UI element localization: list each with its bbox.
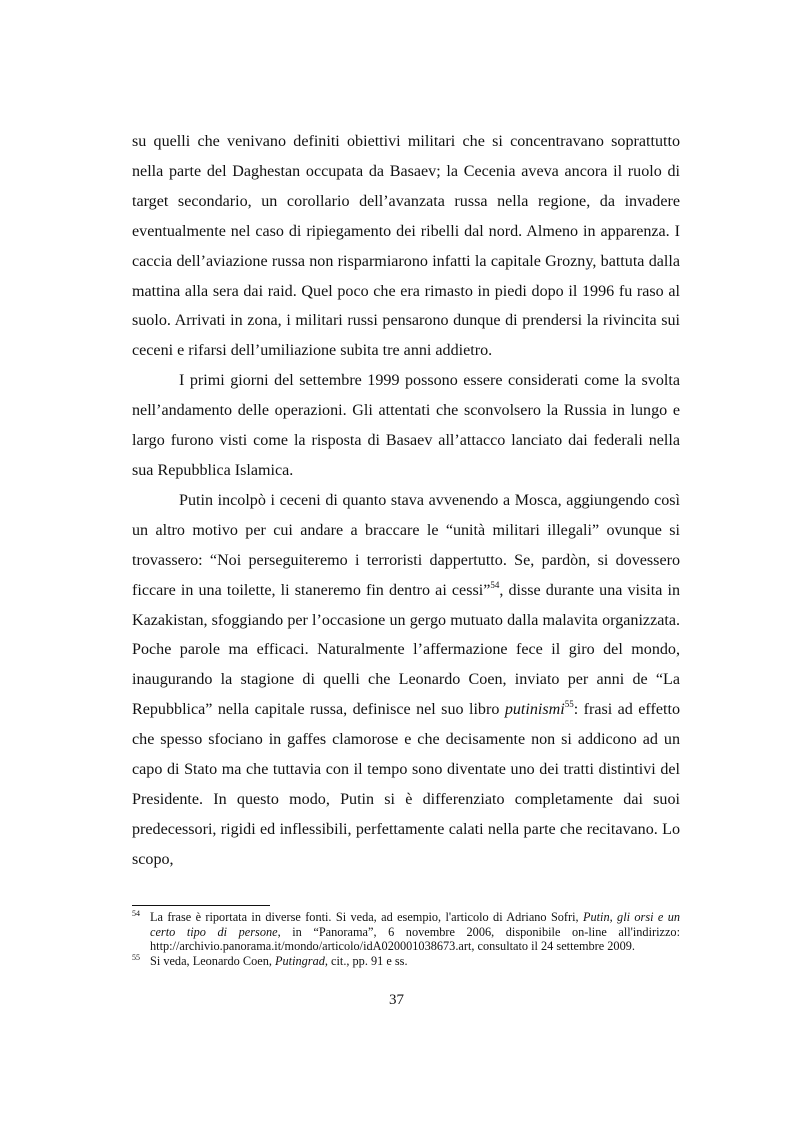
footnote-ref-55[interactable]: 55 <box>564 699 574 710</box>
paragraph-1: su quelli che venivano definiti obiettivi militari che si concentravano soprattutto nella parte del Daghestan occupata da Basaev; la Cecenia aveva ancora il ruolo di target secondario, un corollario dell’avanzata russa nella regione, da invadere eventualmente nel caso di ripiegamento dei ribelli dal nord. Almeno in apparenza. I caccia dell’aviazione russa non risparmiarono infatti la capitale Grozny, battuta dalla mattina alla sera dai raid. Quel poco che era rimasto in piedi dopo il 1996 fu raso al suolo. Arrivati in zona, i militari russi pensarono dunque di prendersi la rivincita sui ceceni e rifarsi dell’umiliazione subita tre anni addietro. <box>132 133 680 360</box>
footnote-text-rest: , in “Panorama”, 6 novembre 2006, disponibile on-line all'indirizzo: http://archivio.panorama.it/mondo/articolo/idA020001038673.art, consultato il 24 settembre 2009. <box>150 924 680 954</box>
paragraph-2: I primi giorni del settembre 1999 possono essere considerati come la svolta nell’andamento delle operazioni. Gli attentati che sconvolsero la Russia in lungo e largo furono visti come la risposta di Basaev all’attacco lanciato dai federali nella sua Repubblica Islamica. <box>132 372 680 479</box>
footnote-text-rest: , cit., pp. 91 e ss. <box>324 953 408 968</box>
footnote-separator <box>132 905 270 906</box>
footnote-italic-title: Putin, gli orsi e un certo tipo di persone <box>150 910 680 939</box>
page-number: 37 <box>389 992 404 1008</box>
body-text <box>132 127 680 875</box>
footnote-55 <box>132 954 680 969</box>
footnote-54 <box>132 910 680 954</box>
footnote-italic-title: Putingrad <box>275 953 325 968</box>
paragraph-3-part-b: , disse durante una visita in Kazakistan, sfoggiando per l’occasione un gergo mutuato dalla malavita organizzata. Poche parole ma efficaci. Naturalmente l’affermazione fece il giro del mondo, inaugurando la stagione di quelli che Leonardo Coen, inviato per anni de “La Repubblica” nella capitale russa, definisce nel suo libro <box>132 581 680 719</box>
book-title-putinismi: putinismi <box>504 701 565 719</box>
footnote-number: 55 <box>132 952 140 962</box>
paragraph-3-part-c: : frasi ad effetto che spesso sfociano in gaffes clamorose e che decisamente non si addicono ad un capo di Stato ma che tuttavia con il tempo sono diventate uno dei tratti distintivi del Presidente. In questo modo, Putin si è differenziato completamente dai suoi predecessori, rigidi ed inflessibili, perfettamente calati nella parte che recitavano. Lo scopo, <box>132 701 680 868</box>
footnote-text: La frase è riportata in diverse fonti. Si veda, ad esempio, l'articolo di Adriano Sofri, <box>150 910 583 924</box>
paragraph-3-part-a: Putin incolpò i ceceni di quanto stava avvenendo a Mosca, aggiungendo così un altro motivo per cui andare a braccare le “unità militari illegali” ovunque si trovassero: “Noi perseguiteremo i terroristi dappertutto. Se, pardòn, si dovessero ficcare in una toilette, li staneremo fin dentro ai cessi” <box>132 491 680 599</box>
footnote-number: 54 <box>132 909 140 918</box>
footnote-text: Si veda, Leonardo Coen, <box>150 953 275 968</box>
paragraph-3 <box>132 486 680 875</box>
footnote-ref-54[interactable]: 54 <box>490 579 500 590</box>
footnotes <box>132 910 680 968</box>
